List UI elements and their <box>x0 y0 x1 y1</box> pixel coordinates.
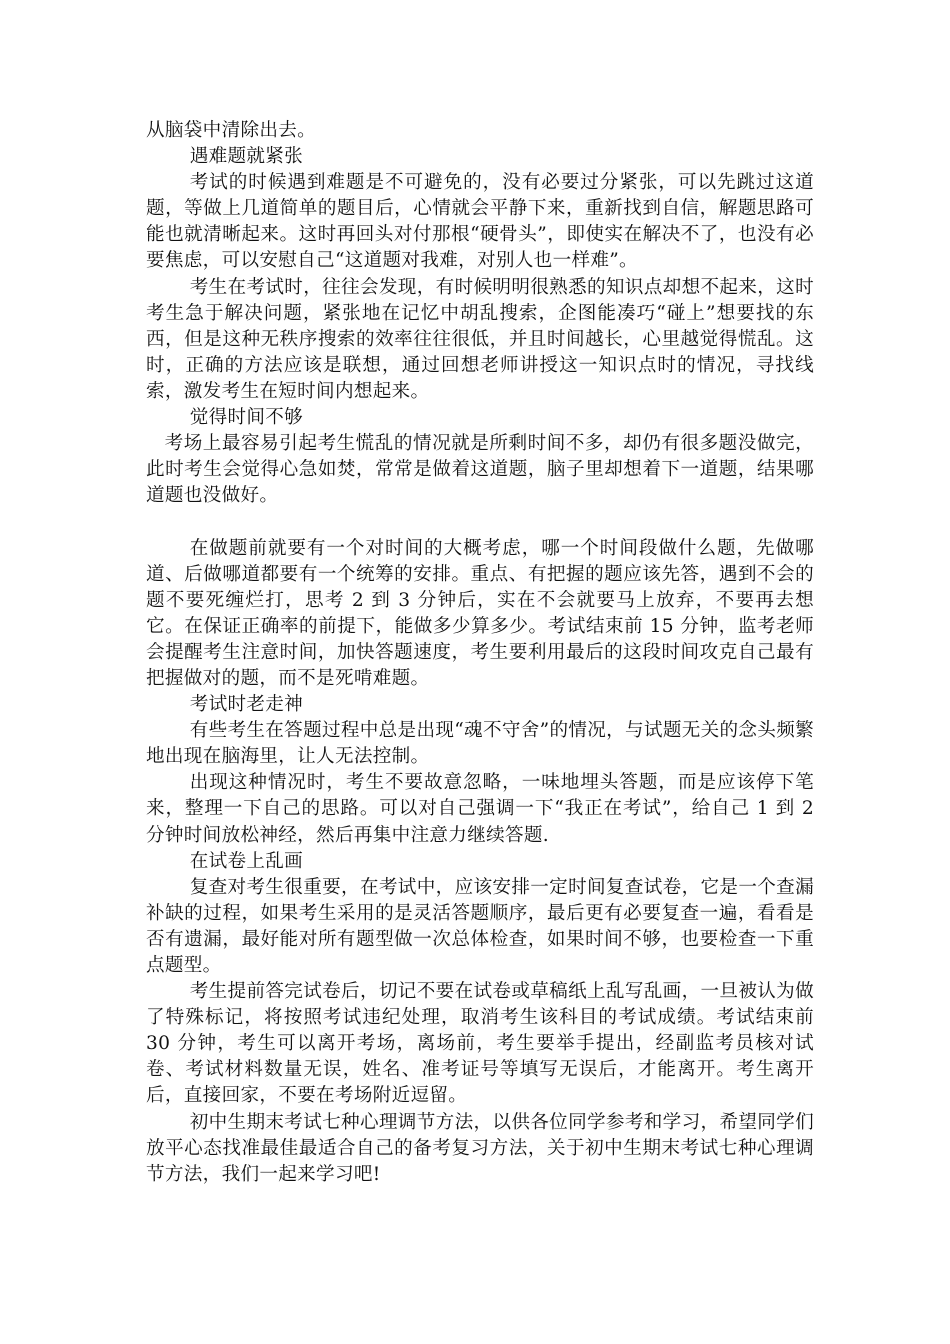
paragraph: 考场上最容易引起考生慌乱的情况就是所剩时间不多，却仍有很多题没做完，此时考生会觉得心急如焚，常常是做着这道题，脑子里却想着下一道题，结果哪道题也没做好。 <box>146 433 814 507</box>
paragraph: 考生在考试时，往往会发现，有时候明明很熟悉的知识点却想不起来，这时考生急于解决问题，紧张地在记忆中胡乱搜索，企图能凑巧“碰上”想要找的东西，但是这种无秩序搜索的效率往往很低，并且时间越长，心里越觉得慌乱。这时，正确的方法应该是联想，通过回想老师讲授这一知识点时的情况，寻找线索，激发考生在短时间内想起来。 <box>146 276 814 402</box>
paragraph-closing: 初中生期末考试七种心理调节方法，以供各位同学参考和学习，希望同学们放平心态找准最佳最适合自己的备考复习方法，关于初中生期末考试七种心理调节方法，我们一起来学习吧! <box>146 1111 814 1185</box>
paragraph: 有些考生在答题过程中总是出现“魂不守舍”的情况，与试题无关的念头频繁地出现在脑海里，让人无法控制。 <box>146 720 814 768</box>
blank-line <box>146 509 814 535</box>
paragraph: 在做题前就要有一个对时间的大概考虑，哪一个时间段做什么题，先做哪道、后做哪道都要有一个统筹的安排。重点、有把握的题应该先答，遇到不会的题不要死缠烂打，思考 2 到 3 分钟后，实在不会就要马上放弃，不要再去想它。在保证正确率的前提下，能做多少算多少。考试结束前 15 分钟，监考老师会提醒考生注意时间，加快答题速度，考生要利用最后的这段时间攻克自己最有把握做对的题，而不是死啃难题。 <box>146 537 814 689</box>
section-heading-not-enough-time: 觉得时间不够 <box>189 407 304 429</box>
paragraph: 考试的时候遇到难题是不可避免的，没有必要过分紧张，可以先跳过这道题，等做上几道简单的题目后，心情就会平静下来，重新找到自信，解题思路可能也就清晰起来。这时再回头对付那根“硬骨头”，即使实在解决不了，也没有必要焦虑，可以安慰自己“这道题对我难，对别人也一样难”。 <box>146 172 814 272</box>
section-heading-distraction: 考试时老走神 <box>189 694 304 716</box>
section-heading-hard-questions: 遇难题就紧张 <box>189 146 304 168</box>
paragraph: 出现这种情况时，考生不要故意忽略，一味地埋头答题，而是应该停下笔来，整理一下自己的思路。可以对自己强调一下“我正在考试”，给自己 1 到 2 分钟时间放松神经，然后再集中注意力继续答题. <box>146 772 814 846</box>
document-page <box>146 118 814 1188</box>
paragraph-continued: 从脑袋中清除出去。 <box>146 120 317 141</box>
paragraph: 考生提前答完试卷后，切记不要在试卷或草稿纸上乱写乱画，一旦被认为做了特殊标记，将按照考试违纪处理，取消考生该科目的考试成绩。考试结束前 30 分钟，考生可以离开考场，离场前，考生要举手提出，经副监考员核对试卷、考试材料数量无误，姓名、准考证号等填写无误后，才能离开。考生离开后，直接回家，不要在考场附近逗留。 <box>146 981 814 1107</box>
section-heading-scribbling: 在试卷上乱画 <box>189 850 304 872</box>
paragraph: 复查对考生很重要，在考试中，应该安排一定时间复查试卷，它是一个查漏补缺的过程，如果考生采用的是灵活答题顺序，最后更有必要复查一遍，看看是否有遗漏，最好能对所有题型做一次总体检查，如果时间不够，也要检查一下重点题型。 <box>146 876 814 976</box>
